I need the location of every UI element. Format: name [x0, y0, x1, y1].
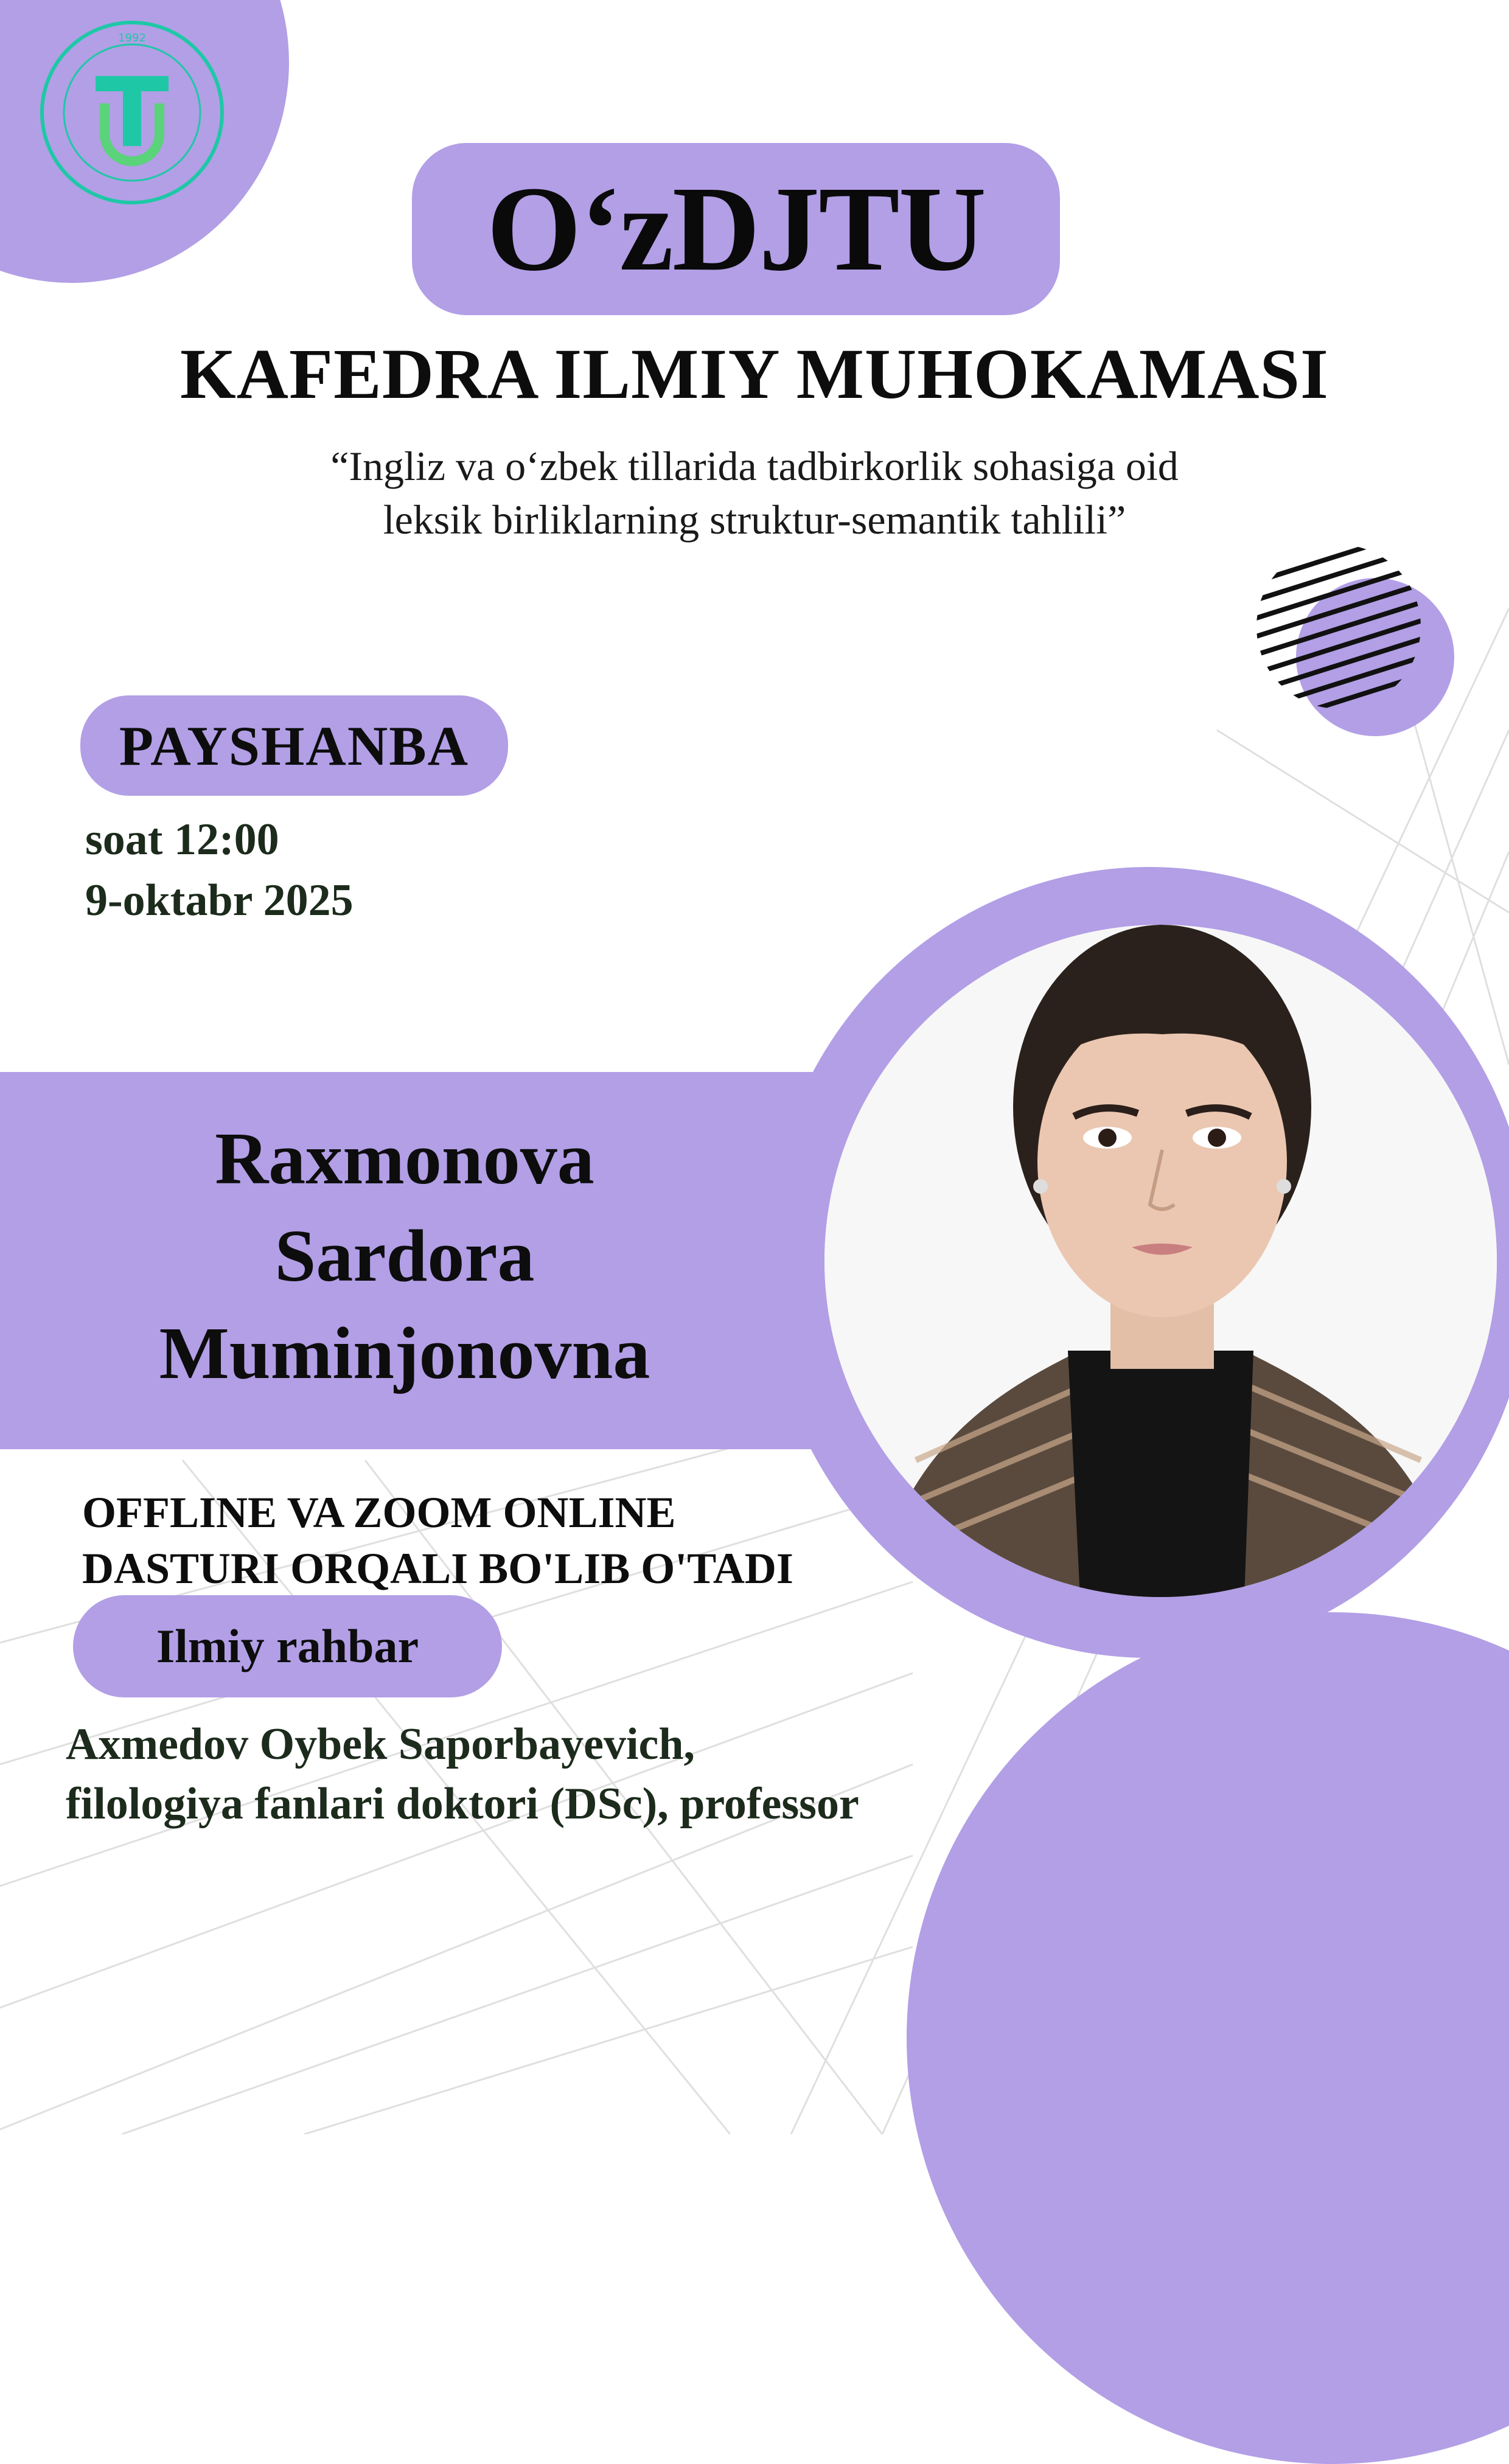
university-seal-icon	[38, 18, 226, 207]
striped-decor-circle	[1241, 535, 1460, 754]
logo-year: 1992	[118, 32, 146, 44]
topic-line-1: “Ingliz va o‘zbek tillarida tadbirkorlik sohasiga oid	[330, 443, 1179, 489]
speaker-name-line-2: Sardora	[274, 1215, 535, 1297]
event-date: 9-oktabr 2025	[85, 875, 354, 925]
advisor-name: Axmedov Oybek Saporbayevich,	[66, 1719, 695, 1769]
day-badge	[80, 695, 508, 796]
topic-line-2: leksik birliklarning struktur-semantik tahlili”	[383, 496, 1126, 543]
event-time: soat 12:00	[85, 815, 279, 865]
advisor-title: filologiya fanlari doktori (DSc), professor	[66, 1779, 859, 1829]
topic-text	[207, 439, 1302, 546]
speaker-name-line-1: Raxmonova	[215, 1118, 594, 1200]
day-label: PAYSHANBA	[119, 714, 470, 777]
speaker-name-line-3: Muminjonovna	[159, 1312, 650, 1394]
advisor-badge	[73, 1595, 502, 1697]
event-format-line-2: DASTURI ORQALI BO'LIB O'TADI	[82, 1544, 793, 1593]
speaker-name	[0, 1110, 809, 1402]
brand-pill	[412, 143, 1060, 315]
advisor-info	[66, 1714, 1039, 1834]
brand-title: O‘zDJTU	[486, 161, 986, 296]
page-title: KAFEDRA ILMIY MUHOKAMASI	[180, 334, 1329, 414]
advisor-label: Ilmiy rahbar	[156, 1620, 419, 1672]
event-format	[82, 1484, 934, 1596]
event-format-line-1: OFFLINE VA ZOOM ONLINE	[82, 1488, 676, 1537]
